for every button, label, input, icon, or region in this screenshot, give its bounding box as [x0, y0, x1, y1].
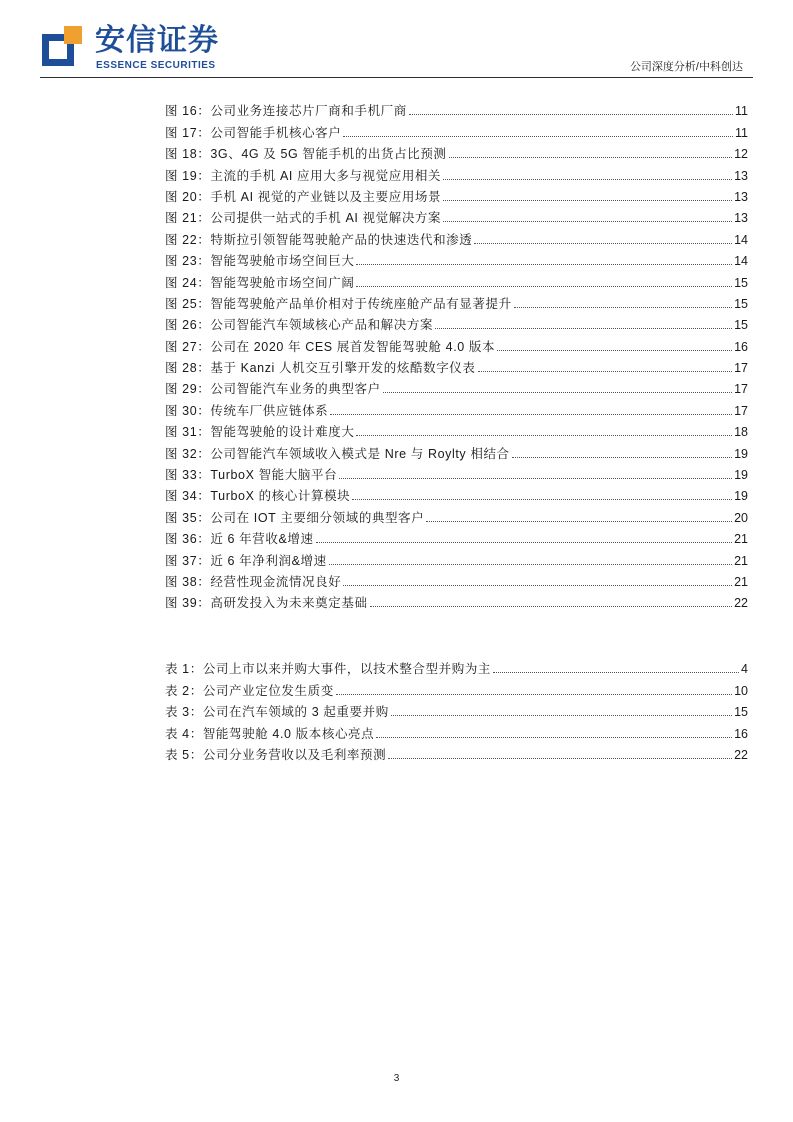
toc-entry-page: 21 [734, 553, 748, 568]
page-number: 3 [393, 1073, 400, 1084]
toc-entry-label: 图 20：手机 AI 视觉的产业链以及主要应用场景 [165, 189, 442, 204]
toc-entry-label: 表 5：公司分业务营收以及毛利率预测 [165, 747, 387, 762]
dot-leader [497, 350, 732, 351]
dot-leader [329, 564, 732, 565]
dot-leader [343, 136, 733, 137]
toc-entry-label: 图 16：公司业务连接芯片厂商和手机厂商 [165, 104, 407, 119]
dot-leader [370, 606, 733, 607]
dot-leader [339, 478, 732, 479]
toc-entry-page: 14 [734, 254, 748, 269]
toc-entry-page: 17 [734, 403, 748, 418]
figure-toc-entry[interactable] [165, 547, 748, 568]
toc-entry-page: 12 [734, 147, 748, 162]
toc-entry-label: 图 23：智能驾驶舱市场空间巨大 [165, 254, 355, 269]
toc-entry-page: 15 [734, 275, 748, 290]
dot-leader [443, 221, 732, 222]
figure-toc-entry[interactable] [165, 312, 748, 333]
dot-leader [435, 328, 732, 329]
dot-leader [443, 200, 732, 201]
figure-toc-entry[interactable] [165, 462, 748, 483]
figure-toc-entry[interactable] [165, 526, 748, 547]
toc-entry-label: 表 4：智能驾驶舱 4.0 版本核心亮点 [165, 726, 375, 741]
dot-leader [356, 435, 732, 436]
dot-leader [478, 371, 733, 372]
toc-entry-label: 图 28：基于 Kanzi 人机交互引擎开发的炫酷数字仪表 [165, 361, 476, 376]
toc-entry-page: 11 [735, 125, 748, 140]
toc-entry-label: 图 26：公司智能汽车领域核心产品和解决方案 [165, 318, 434, 333]
toc-entry-page: 16 [734, 339, 748, 354]
toc-entry-page: 11 [735, 104, 748, 119]
toc-entry-label: 图 18：3G、4G 及 5G 智能手机的出货占比预测 [165, 147, 447, 162]
toc-entry-page: 16 [734, 726, 748, 741]
table-index-list [165, 656, 748, 763]
toc-entry-page: 21 [734, 532, 748, 547]
figure-toc-entry[interactable] [165, 355, 748, 376]
table-toc-entry[interactable] [165, 656, 748, 677]
figure-toc-entry[interactable] [165, 397, 748, 418]
figure-toc-entry[interactable] [165, 248, 748, 269]
toc-entry-page: 15 [734, 296, 748, 311]
report-type: 公司深度分析/中科创达 [629, 61, 743, 73]
toc-entry-label: 图 36：近 6 年营收&增速 [165, 532, 314, 547]
dot-leader [449, 157, 733, 158]
toc-entry-page: 22 [734, 747, 748, 762]
figure-toc-entry[interactable] [165, 440, 748, 461]
header-divider [40, 77, 753, 78]
figure-toc-entry[interactable] [165, 119, 748, 140]
toc-entry-label: 图 17：公司智能手机核心客户 [165, 125, 342, 140]
dot-leader [330, 414, 732, 415]
toc-entry-page: 13 [734, 189, 748, 204]
toc-entry-label: 图 27：公司在 2020 年 CES 展首发智能驾驶舱 4.0 版本 [165, 339, 496, 354]
toc-entry-page: 21 [734, 574, 748, 589]
toc-entry-label: 图 32：公司智能汽车领域收入模式是 Nre 与 Roylty 相结合 [165, 446, 510, 461]
figure-toc-entry[interactable] [165, 419, 748, 440]
figure-toc-entry[interactable] [165, 226, 748, 247]
toc-entry-label: 图 37：近 6 年净利润&增速 [165, 553, 327, 568]
toc-entry-page: 13 [734, 168, 748, 183]
toc-entry-label: 图 33：TurboX 智能大脑平台 [165, 468, 338, 483]
toc-entry-page: 19 [734, 489, 748, 504]
logo-chinese-text: 安信证券 [95, 24, 219, 57]
toc-entry-label: 图 25：智能驾驶舱产品单价相对于传统座舱产品有显著提升 [165, 296, 512, 311]
toc-entry-label: 图 22：特斯拉引领智能驾驶舱产品的快速迭代和渗透 [165, 232, 473, 247]
dot-leader [356, 286, 732, 287]
toc-entry-page: 13 [734, 211, 748, 226]
toc-entry-label: 图 35：公司在 IOT 主要细分领域的典型客户 [165, 510, 425, 525]
table-toc-entry[interactable] [165, 720, 748, 741]
toc-entry-label: 图 31：智能驾驶舱的设计难度大 [165, 425, 355, 440]
essence-logo-icon [42, 26, 82, 66]
table-toc-entry[interactable] [165, 742, 748, 763]
dot-leader [383, 392, 732, 393]
toc-entry-label: 表 1：公司上市以来并购大事件，以技术整合型并购为主 [165, 662, 492, 677]
dot-leader [426, 521, 732, 522]
dot-leader [514, 307, 732, 308]
figure-toc-entry[interactable] [165, 504, 748, 525]
toc-entry-page: 19 [734, 468, 748, 483]
dot-leader [352, 499, 732, 500]
toc-entry-label: 图 34：TurboX 的核心计算模块 [165, 489, 351, 504]
figure-index-list [165, 98, 748, 611]
figure-toc-entry[interactable] [165, 590, 748, 611]
toc-entry-label: 图 39：高研发投入为未来奠定基础 [165, 596, 368, 611]
toc-entry-label: 图 38：经营性现金流情况良好 [165, 574, 342, 589]
page-header [0, 0, 793, 80]
toc-entry-label: 表 2：公司产业定位发生质变 [165, 683, 334, 698]
dot-leader [356, 264, 732, 265]
figure-toc-entry[interactable] [165, 376, 748, 397]
dot-leader [376, 737, 732, 738]
figure-toc-entry[interactable] [165, 141, 748, 162]
dot-leader [316, 542, 732, 543]
figure-toc-entry[interactable] [165, 569, 748, 590]
figure-toc-entry[interactable] [165, 162, 748, 183]
toc-entry-page: 19 [734, 446, 748, 461]
toc-entry-page: 10 [734, 683, 748, 698]
toc-entry-label: 图 24：智能驾驶舱市场空间广阔 [165, 275, 355, 290]
toc-entry-label: 图 19：主流的手机 AI 应用大多与视觉应用相关 [165, 168, 442, 183]
toc-entry-page: 18 [734, 425, 748, 440]
logo-english-text: ESSENCE SECURITIES [96, 60, 216, 71]
dot-leader [409, 114, 733, 115]
toc-entry-label: 表 3：公司在汽车领域的 3 起重要并购 [165, 705, 389, 720]
figure-toc-entry[interactable] [165, 98, 748, 119]
toc-entry-page: 22 [734, 596, 748, 611]
dot-leader [512, 457, 732, 458]
dot-leader [391, 715, 732, 716]
toc-entry-page: 4 [741, 662, 748, 677]
figure-toc-entry[interactable] [165, 269, 748, 290]
toc-entry-page: 17 [734, 361, 748, 376]
figure-toc-entry[interactable] [165, 291, 748, 312]
toc-entry-page: 14 [734, 232, 748, 247]
table-toc-entry[interactable] [165, 699, 748, 720]
dot-leader [443, 179, 732, 180]
figure-toc-entry[interactable] [165, 205, 748, 226]
toc-entry-page: 15 [734, 318, 748, 333]
dot-leader [493, 672, 739, 673]
toc-entry-label: 图 29：公司智能汽车业务的典型客户 [165, 382, 381, 397]
figure-toc-entry[interactable] [165, 333, 748, 354]
toc-entry-page: 17 [734, 382, 748, 397]
figure-toc-entry[interactable] [165, 184, 748, 205]
table-toc-entry[interactable] [165, 677, 748, 698]
toc-entry-label: 图 30：传统车厂供应链体系 [165, 403, 329, 418]
toc-entry-page: 15 [734, 705, 748, 720]
dot-leader [336, 694, 732, 695]
figure-toc-entry[interactable] [165, 483, 748, 504]
toc-entry-page: 20 [734, 510, 748, 525]
dot-leader [343, 585, 732, 586]
dot-leader [474, 243, 732, 244]
dot-leader [388, 758, 732, 759]
toc-entry-label: 图 21：公司提供一站式的手机 AI 视觉解决方案 [165, 211, 442, 226]
